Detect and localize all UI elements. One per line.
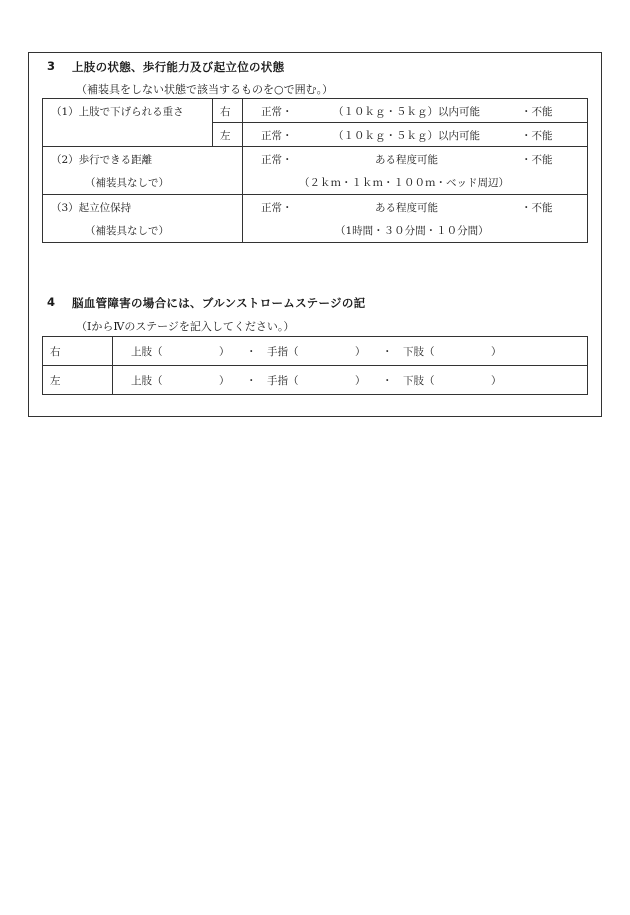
option-unable: ・不能 <box>521 154 553 166</box>
side-right: 右 <box>50 346 61 358</box>
walking-label-cell <box>43 147 243 195</box>
separator-dot: ・ <box>382 346 393 358</box>
lower-limb-close: ） <box>491 346 502 358</box>
section3-number: 3 <box>47 59 56 73</box>
upper-limb-close: ） <box>219 346 230 358</box>
separator-dot: ・ <box>246 346 257 358</box>
separator-dot: ・ <box>246 375 257 387</box>
standing-sublabel: （補装具なしで） <box>85 225 169 237</box>
lower-limb-field: 下肢（ <box>403 375 435 387</box>
finger-close: ） <box>355 375 366 387</box>
lower-limb-close: ） <box>491 375 502 387</box>
separator-dot: ・ <box>382 375 393 387</box>
option-weight: （１０ｋｇ・５ｋｇ）以内可能 <box>333 130 480 142</box>
stage-left-fields <box>113 366 588 395</box>
upper-limb-close: ） <box>219 375 230 387</box>
upper-limb-right-options <box>243 99 588 123</box>
walking-sublabel: （補装具なしで） <box>85 177 169 189</box>
option-unable: ・不能 <box>521 130 553 142</box>
section4-number: 4 <box>47 295 56 309</box>
option-partial: ある程度可能 <box>375 154 438 166</box>
standing-label: （3）起立位保持 <box>51 202 132 214</box>
side-left: 左 <box>50 375 61 387</box>
standing-label-cell <box>43 195 243 243</box>
section3-table <box>42 98 588 243</box>
stage-right-fields <box>113 337 588 366</box>
upper-limb-label: （1）上肢で下げられる重さ <box>51 106 184 118</box>
section3-title: 上肢の状態、歩行能力及び起立位の状態 <box>72 60 285 74</box>
lower-limb-field: 下肢（ <box>403 346 435 358</box>
upper-limb-label-cell <box>43 99 213 147</box>
section4-note: （ⅠからⅣのステージを記入してください。） <box>76 320 295 333</box>
walking-label: （2）歩行できる距離 <box>51 154 153 166</box>
walking-detail: （２ｋｍ・１ｋｍ・１００ｍ・ベッド周辺） <box>299 177 509 189</box>
option-normal: 正常・ <box>261 106 293 118</box>
upper-limb-field: 上肢（ <box>131 346 163 358</box>
side-cell <box>213 99 243 123</box>
side-left: 左 <box>220 130 231 142</box>
standing-detail: （1時間・３０分間・１０分間） <box>335 225 489 237</box>
upper-limb-field: 上肢（ <box>131 375 163 387</box>
option-weight: （１０ｋｇ・５ｋｇ）以内可能 <box>333 106 480 118</box>
standing-options <box>243 195 588 243</box>
finger-field: 手指（ <box>267 375 299 387</box>
option-normal: 正常・ <box>261 154 293 166</box>
walking-options <box>243 147 588 195</box>
section3-note: （補装具をしない状態で該当するものを○で囲む。） <box>76 83 334 96</box>
stage-side-cell <box>43 337 113 366</box>
option-partial: ある程度可能 <box>375 202 438 214</box>
section4-table <box>42 336 588 395</box>
finger-field: 手指（ <box>267 346 299 358</box>
finger-close: ） <box>355 346 366 358</box>
side-right: 右 <box>220 106 231 118</box>
upper-limb-left-options <box>243 123 588 147</box>
option-unable: ・不能 <box>521 202 553 214</box>
option-unable: ・不能 <box>521 106 553 118</box>
stage-side-cell <box>43 366 113 395</box>
option-normal: 正常・ <box>261 130 293 142</box>
option-normal: 正常・ <box>261 202 293 214</box>
side-cell <box>213 123 243 147</box>
section4-title: 脳血管障害の場合には、ブルンストロームステージの記 <box>72 296 366 310</box>
